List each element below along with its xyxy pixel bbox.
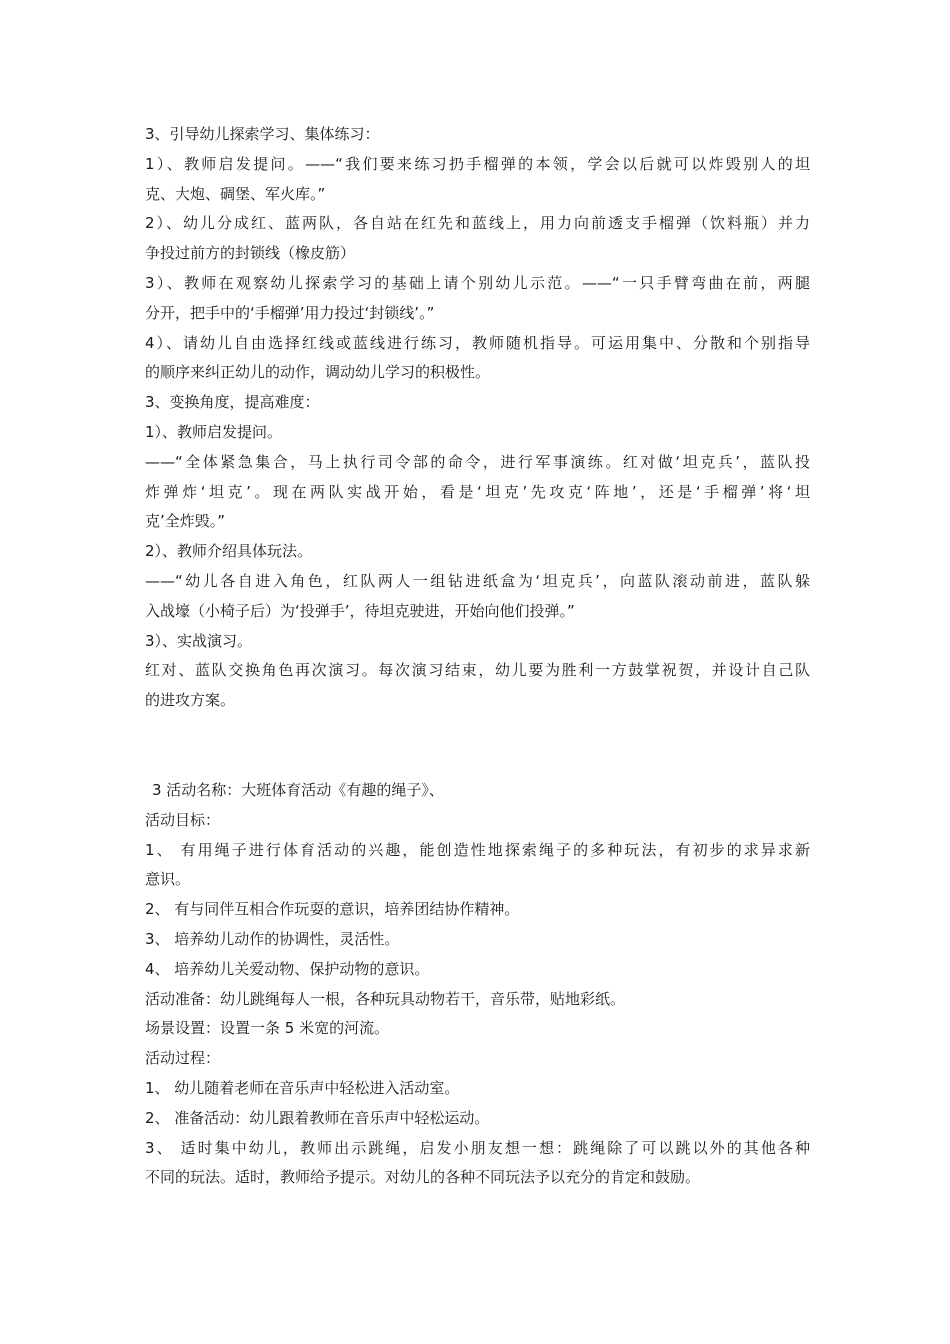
paragraph-line: 的顺序来纠正幼儿的动作，调动幼儿学习的积极性。	[145, 363, 491, 382]
paragraph-line: 3、变换角度，提高难度：	[145, 393, 320, 412]
paragraph-line: 2）、幼儿分成红、蓝两队，各自站在红先和蓝线上，用力向前透支手榴弹（饮料瓶）并力	[145, 214, 810, 233]
activity-title: 3 活动名称：大班体育活动《有趣的绳子》、	[152, 780, 444, 799]
paragraph-line: ——“全体紧急集合，马上执行司令部的命令，进行军事演练。红对做‘坦克兵’，蓝队投	[145, 452, 810, 471]
paragraph-line: 炸弹炸‘坦克’。现在两队实战开始，看是‘坦克’先攻克‘阵地’，还是‘手榴弹’将‘坦	[145, 482, 810, 501]
paragraph-line: 4）、请幼儿自由选择红线或蓝线进行练习，教师随机指导。可运用集中、分散和个别指导	[145, 333, 810, 352]
paragraph-line: 的进攻方案。	[145, 691, 236, 710]
paragraph-line: 1）、教师启发提问。——“我们要来练习扔手榴弹的本领，学会以后就可以炸毁别人的坦	[145, 154, 810, 173]
paragraph-line: ——“幼儿各自进入角色，红队两人一组钻进纸盒为‘坦克兵’，向蓝队滚动前进，蓝队躲	[145, 571, 810, 590]
section-rope-activity	[145, 776, 810, 1193]
section-military-drill	[145, 120, 810, 716]
paragraph-line: 争投过前方的封锁线（橡皮筋）	[145, 244, 356, 263]
paragraph-line: 克、大炮、碉堡、军火库。”	[145, 184, 326, 203]
paragraph-line: 2、 准备活动：幼儿跟着教师在音乐声中轻松运动。	[145, 1108, 490, 1127]
paragraph-line: 1、 幼儿随着老师在音乐声中轻松进入活动室。	[145, 1078, 460, 1097]
paragraph-line: 场景设置：设置一条 5 米宽的河流。	[145, 1019, 390, 1038]
paragraph-line: 2、 有与同伴互相合作玩耍的意识，培养团结协作精神。	[145, 900, 520, 919]
paragraph-line: 4、 培养幼儿关爱动物、保护动物的意识。	[145, 959, 430, 978]
paragraph-line: 3、 培养幼儿动作的协调性，灵活性。	[145, 929, 400, 948]
paragraph-line: 3）、实战演习。	[145, 631, 253, 650]
document-body	[145, 120, 810, 1193]
paragraph-line: 1、 有用绳子进行体育活动的兴趣，能创造性地探索绳子的多种玩法，有初步的求异求新	[145, 840, 810, 859]
paragraph-line: 活动过程：	[145, 1049, 221, 1068]
paragraph-line: 入战壕（小椅子后）为‘投弹手’，待坦克驶进，开始向他们投弹。”	[145, 601, 575, 620]
paragraph-line: 分开，把手中的‘手榴弹’用力投过‘封锁线’。”	[145, 303, 435, 322]
paragraph-line: 1）、教师启发提问。	[145, 422, 283, 441]
paragraph-line: 红对、蓝队交换角色再次演习。每次演习结束，幼儿要为胜利一方鼓掌祝贺，并设计自己队	[145, 661, 810, 680]
paragraph-line: 3、 适时集中幼儿，教师出示跳绳，启发小朋友想一想：跳绳除了可以跳以外的其他各种	[145, 1138, 810, 1157]
paragraph-line: 2）、教师介绍具体玩法。	[145, 542, 313, 561]
paragraph-line: 活动准备：幼儿跳绳每人一根，各种玩具动物若干，音乐带，贴地彩纸。	[145, 989, 626, 1008]
section-spacer	[145, 716, 810, 776]
paragraph-line: 活动目标：	[145, 810, 221, 829]
paragraph-line: 克’全炸毁。”	[145, 512, 226, 531]
paragraph-line: 3）、教师在观察幼儿探索学习的基础上请个别幼儿示范。——“一只手臂弯曲在前，两腿	[145, 273, 810, 292]
paragraph-line: 意识。	[145, 870, 191, 889]
paragraph-line: 不同的玩法。适时，教师给予提示。对幼儿的各种不同玩法予以充分的肯定和鼓励。	[145, 1168, 701, 1187]
paragraph-line: 3、引导幼儿探索学习、集体练习：	[145, 125, 380, 143]
